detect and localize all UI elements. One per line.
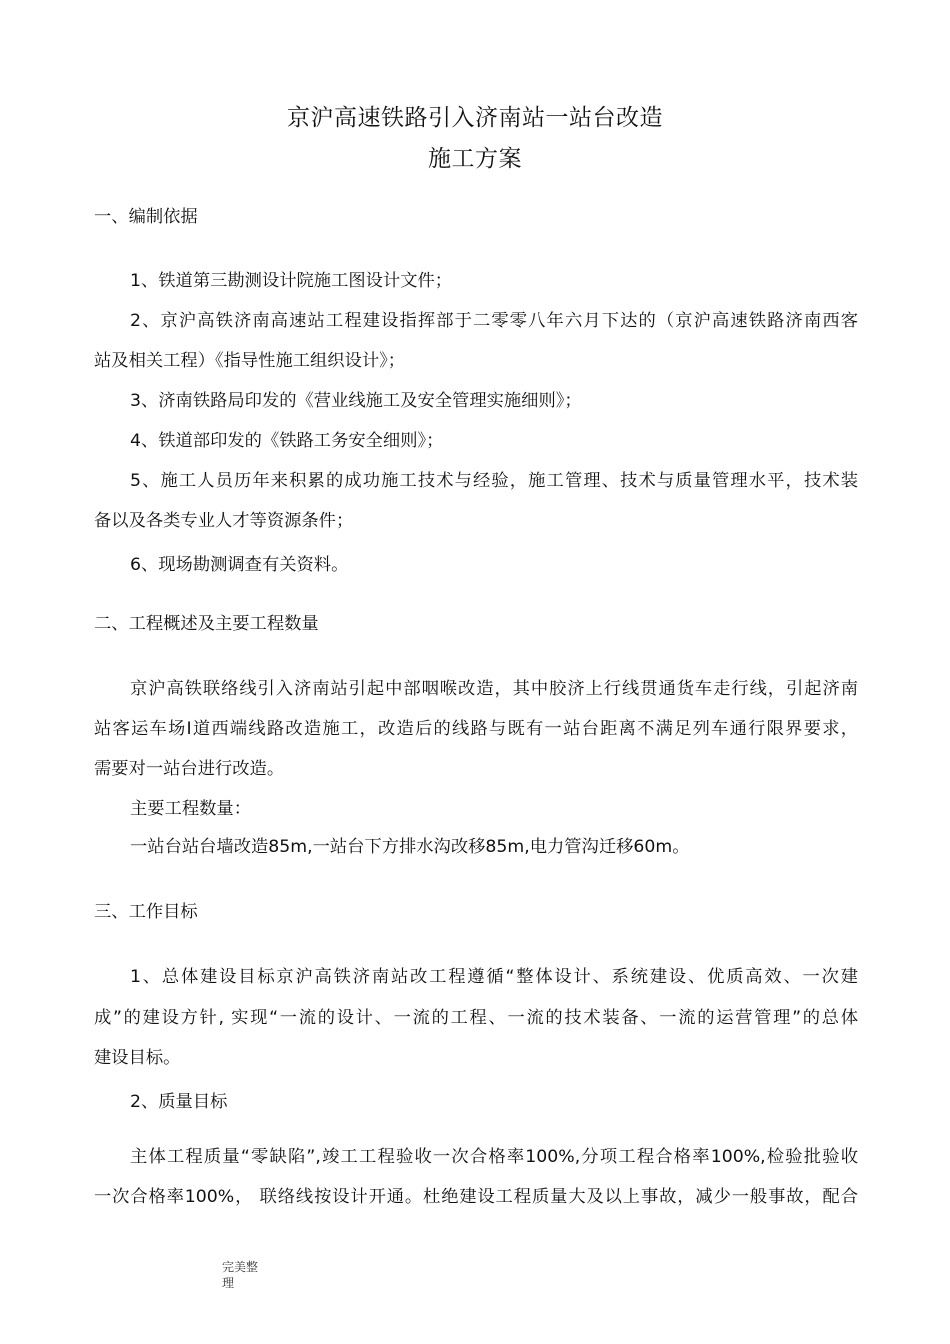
quantity-label: 主要工程数量： [130, 799, 251, 819]
basis-item-3: 3、济南铁路局印发的《营业线施工及安全管理实施细则》； [130, 391, 582, 411]
basis-item-6: 6、现场勘测调查有关资料。 [130, 555, 349, 575]
basis-item-5-line-1: 5、施工人员历年来积累的成功施工技术与经验，施工管理、技术与质量管理水平，技术装 [130, 471, 858, 491]
quality-para-line-2: 一次合格率100%， 联络线按设计开通。杜绝建设工程质量大及以上事故，减少一般事故，配合 [94, 1187, 858, 1207]
goal-item-1-line-1: 1、总体建设目标京沪高铁济南站改工程遵循“整体设计、系统建设、优质高效、一次建 [130, 967, 858, 987]
overview-para-line-3: 需要对一站台进行改造。 [94, 759, 285, 779]
basis-item-2-line-2: 站及相关工程）《指导性施工组织设计》； [94, 351, 406, 371]
quantity-text: 一站台站台墙改造85m,一站台下方排水沟改移85m,电力管沟迁移60m。 [130, 837, 690, 857]
basis-item-1: 1、铁道第三勘测设计院施工图设计文件； [130, 271, 453, 291]
goal-item-1-line-3: 建设目标。 [94, 1048, 181, 1068]
section-heading-goals: 三、工作目标 [94, 902, 198, 922]
document-subtitle: 施工方案 [428, 146, 522, 172]
overview-para-line-2: 站客运车场Ⅰ道西端线路改造施工，改造后的线路与既有一站台距离不满足列车通行限界要求， [94, 719, 858, 739]
basis-item-4: 4、铁道部印发的《铁路工务安全细则》； [130, 431, 444, 451]
footer-line-1: 完美整 [222, 1260, 259, 1274]
document-title: 京沪高速铁路引入济南站一站台改造 [287, 105, 663, 131]
basis-item-5-line-2: 备以及各类专业人才等资源条件； [94, 511, 354, 531]
page-footer [222, 1259, 282, 1291]
goal-item-1-line-2: 成”的建设方针, 实现“一流的设计、一流的工程、一流的技术装备、一流的运营管理”的总体 [94, 1008, 858, 1028]
goal-item-2: 2、质量目标 [130, 1092, 228, 1112]
overview-para-line-1: 京沪高铁联络线引入济南站引起中部咽喉改造，其中胶济上行线贯通货车走行线，引起济南 [130, 679, 858, 699]
quality-para-line-1: 主体工程质量“零缺陷”,竣工工程验收一次合格率100%,分项工程合格率100%,检验批验收 [130, 1147, 858, 1167]
footer-line-2: 理 [222, 1276, 235, 1290]
section-heading-overview: 二、工程概述及主要工程数量 [94, 614, 319, 634]
section-heading-basis: 一、编制依据 [94, 207, 198, 227]
basis-item-2-line-1: 2、京沪高铁济南高速站工程建设指挥部于二零零八年六月下达的（京沪高速铁路济南西客 [130, 311, 858, 331]
